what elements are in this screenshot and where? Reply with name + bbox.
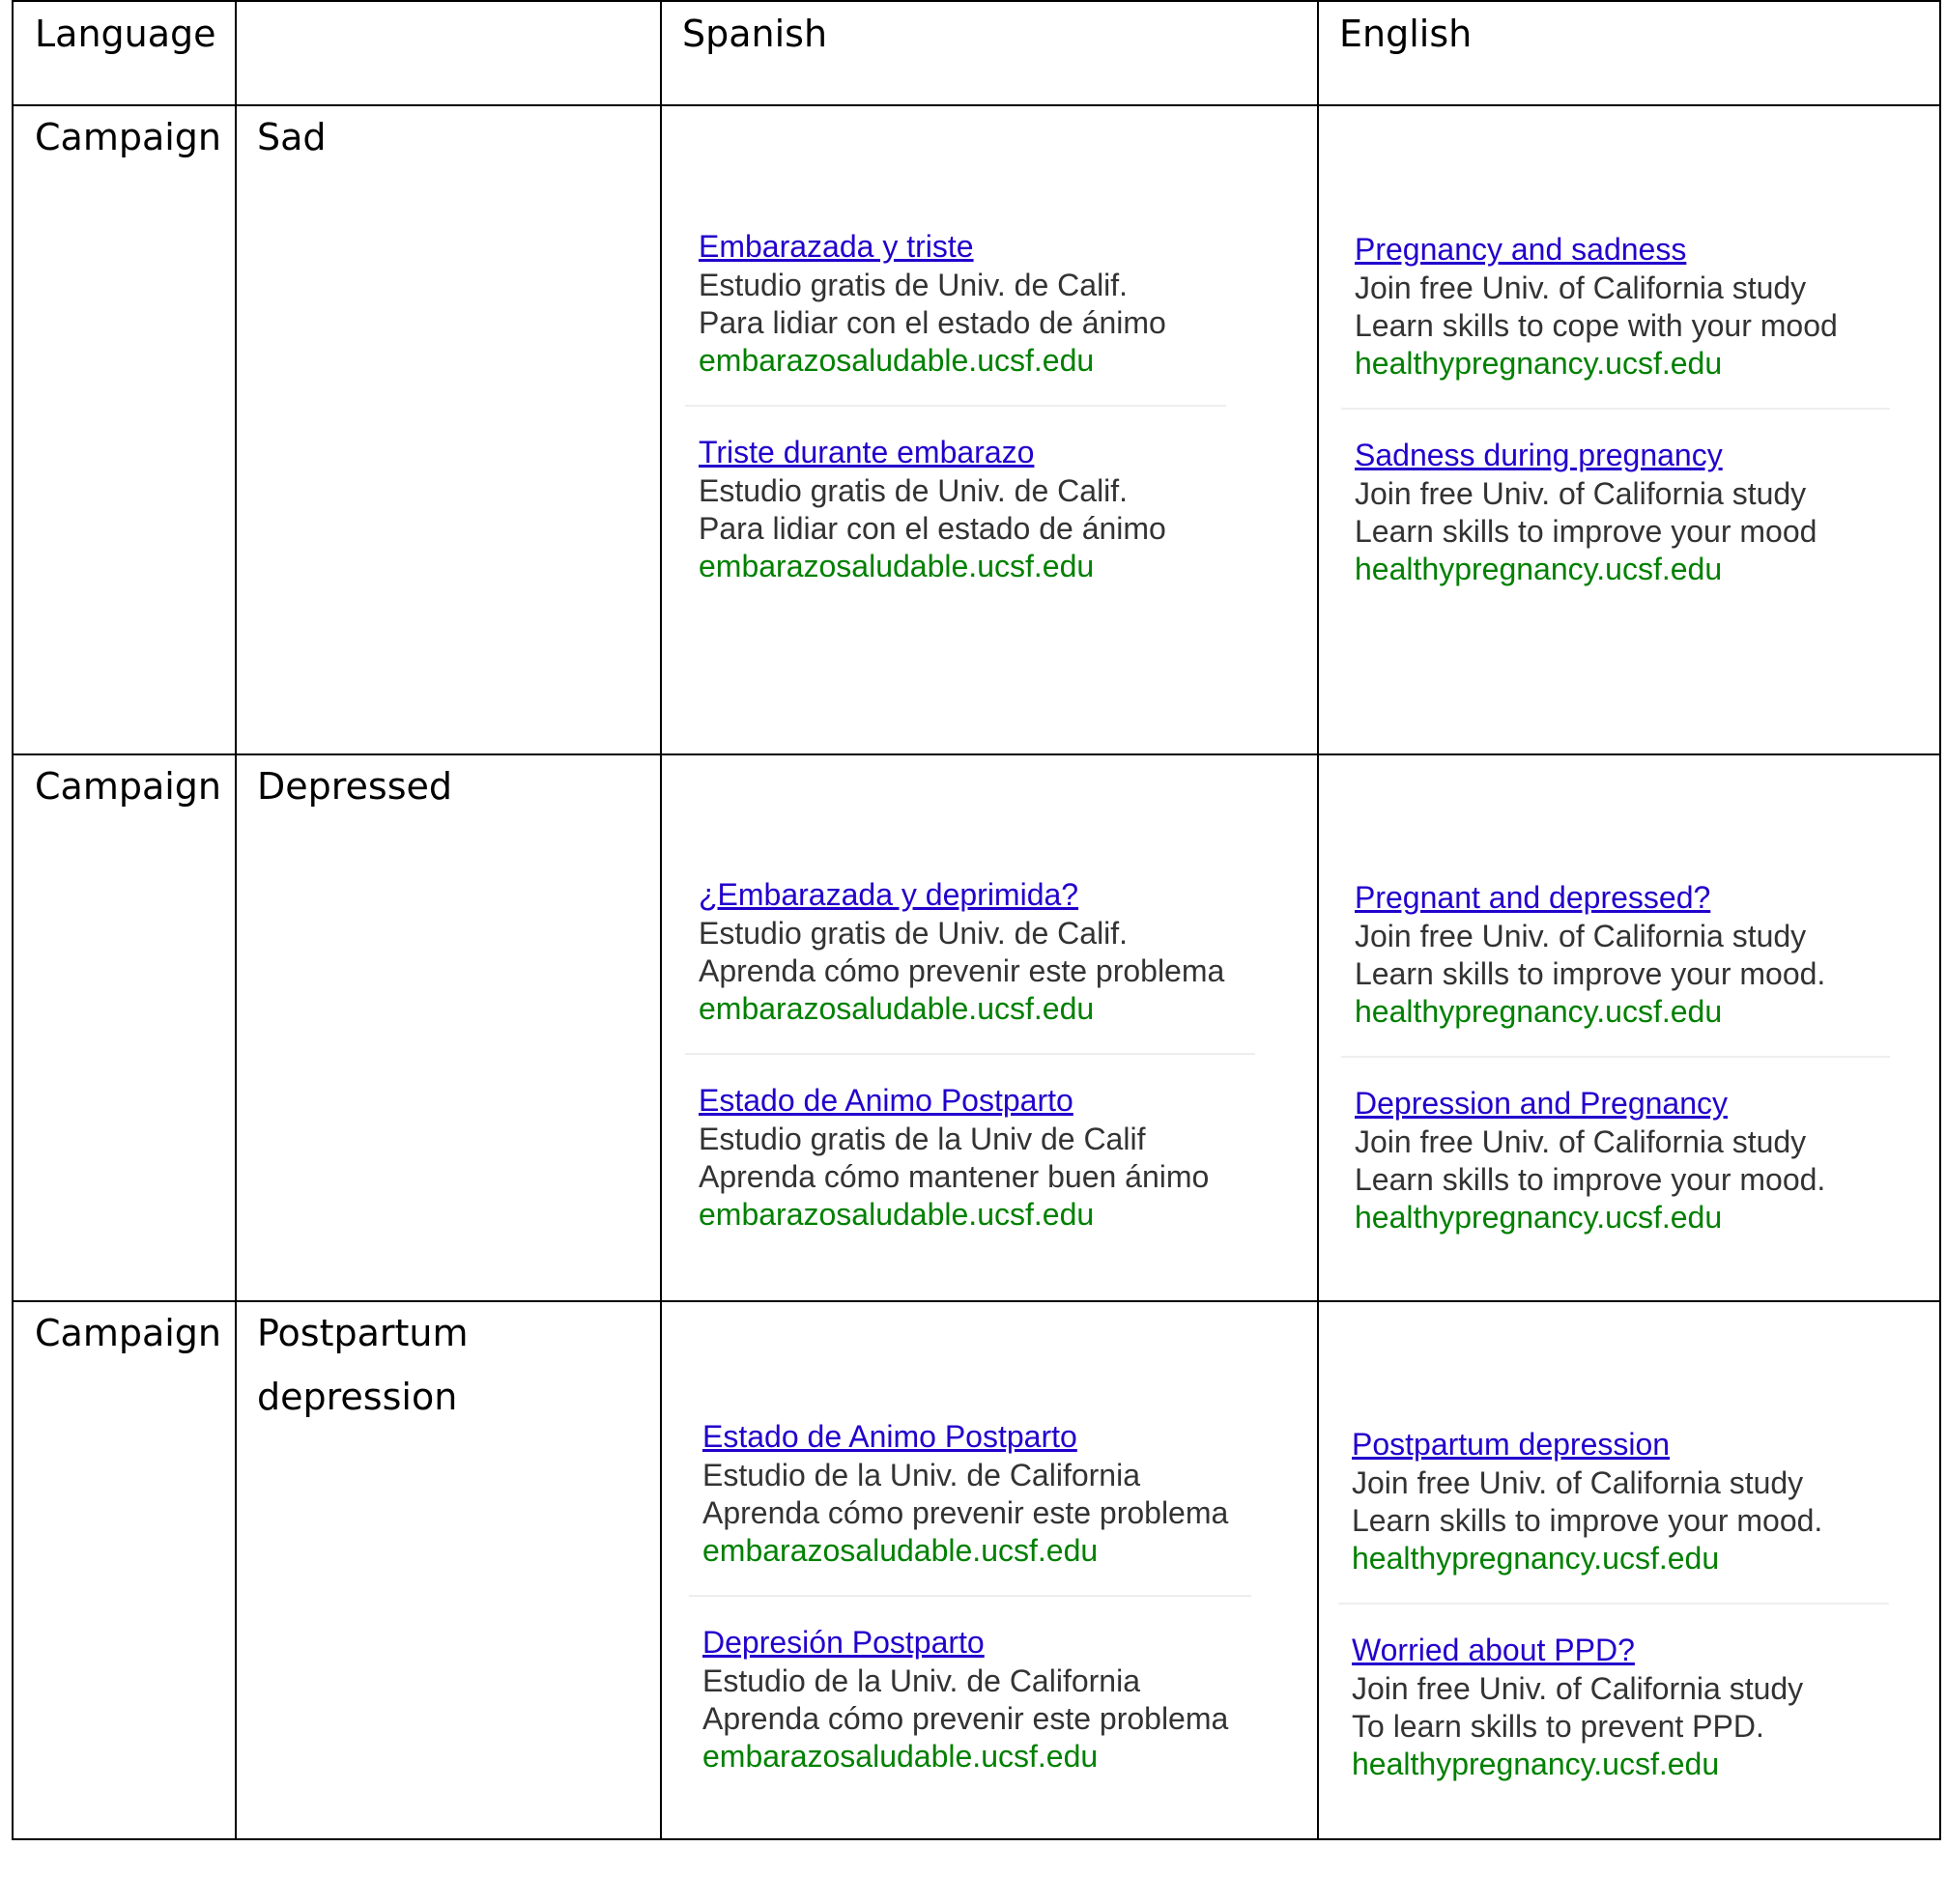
ad-line: Join free Univ. of California study — [1355, 476, 1807, 511]
row-topic: Depressed — [257, 765, 453, 808]
spanish-ads-sad — [685, 226, 1226, 585]
ad-title-link[interactable]: Sadness during pregnancy — [1355, 438, 1723, 472]
campaign-table — [12, 0, 1941, 1840]
row-topic: Postpartum depression — [257, 1312, 469, 1418]
ad-title-link[interactable]: ¿Embarazada y deprimida? — [699, 877, 1079, 912]
english-ads-postpartum — [1338, 1424, 1889, 1783]
ad-line: Learn skills to improve your mood. — [1355, 1162, 1826, 1197]
ad-line: Estudio gratis de la Univ de Calif — [699, 1122, 1146, 1156]
ad-url[interactable]: healthypregnancy.ucsf.edu — [1352, 1747, 1720, 1781]
ad — [685, 432, 1226, 585]
ad-line: Aprenda cómo prevenir este problema — [699, 953, 1225, 988]
ad-line: Aprenda cómo mantener buen ánimo — [699, 1159, 1210, 1194]
ad-line: Join free Univ. of California study — [1352, 1671, 1804, 1706]
ad-title-link[interactable]: Depresión Postparto — [702, 1625, 985, 1660]
ad-line: Estudio de la Univ. de California — [702, 1663, 1140, 1698]
ad-line: Aprenda cómo prevenir este problema — [702, 1495, 1229, 1530]
ad-url[interactable]: embarazosaludable.ucsf.edu — [702, 1533, 1099, 1568]
column-divider — [235, 2, 237, 1838]
ad — [1341, 435, 1890, 588]
ad — [1338, 1630, 1889, 1783]
ad-line: Learn skills to cope with your mood — [1355, 308, 1838, 343]
ad — [685, 874, 1255, 1028]
ad — [689, 1622, 1251, 1776]
ad-title-link[interactable]: Triste durante embarazo — [699, 435, 1035, 469]
ad — [685, 1080, 1255, 1234]
header-language: Language — [35, 13, 216, 55]
ad-separator — [685, 405, 1226, 407]
ad-separator — [1338, 1603, 1889, 1605]
ad-line: Para lidiar con el estado de ánimo — [699, 305, 1166, 340]
ad-url[interactable]: embarazosaludable.ucsf.edu — [699, 549, 1095, 583]
ad-line: Aprenda cómo prevenir este problema — [702, 1701, 1229, 1736]
ad-url[interactable]: embarazosaludable.ucsf.edu — [699, 1197, 1095, 1232]
ad-title-link[interactable]: Pregnancy and sadness — [1355, 232, 1687, 267]
column-divider — [1317, 2, 1319, 1838]
ad-line: Join free Univ. of California study — [1355, 919, 1807, 953]
ad-line: Estudio gratis de Univ. de Calif. — [699, 473, 1129, 508]
ad-line: Estudio de la Univ. de California — [702, 1458, 1140, 1492]
ad-url[interactable]: embarazosaludable.ucsf.edu — [699, 343, 1095, 378]
ad-line: Estudio gratis de Univ. de Calif. — [699, 916, 1129, 951]
ad-separator — [1341, 408, 1890, 410]
ad-line: Learn skills to improve your mood — [1355, 514, 1817, 549]
ad-title-link[interactable]: Postpartum depression — [1352, 1427, 1671, 1462]
spanish-ads-postpartum — [689, 1416, 1251, 1776]
ad-line: Join free Univ. of California study — [1355, 1124, 1807, 1159]
column-divider — [660, 2, 662, 1838]
ad-url[interactable]: embarazosaludable.ucsf.edu — [699, 991, 1095, 1026]
ad — [1341, 1083, 1890, 1236]
row-topic: Sad — [257, 116, 327, 158]
ad-title-link[interactable]: Worried about PPD? — [1352, 1633, 1635, 1667]
ad-url[interactable]: healthypregnancy.ucsf.edu — [1355, 346, 1723, 381]
header-spanish: Spanish — [682, 13, 828, 55]
ad-line: Join free Univ. of California study — [1355, 270, 1807, 305]
english-ads-sad — [1341, 229, 1890, 588]
ad-line: Learn skills to improve your mood. — [1352, 1503, 1823, 1538]
ad-line: Para lidiar con el estado de ánimo — [699, 511, 1166, 546]
row-label: Campaign — [35, 765, 222, 808]
ad-line: Join free Univ. of California study — [1352, 1465, 1804, 1500]
ad — [1341, 877, 1890, 1031]
ad-title-link[interactable]: Pregnant and depressed? — [1355, 880, 1711, 915]
ad-title-link[interactable]: Depression and Pregnancy — [1355, 1086, 1729, 1121]
ad-line: Estudio gratis de Univ. de Calif. — [699, 268, 1129, 302]
ad-url[interactable]: healthypregnancy.ucsf.edu — [1355, 994, 1723, 1029]
ad-title-link[interactable]: Estado de Animo Postparto — [699, 1083, 1073, 1118]
ad-line: To learn skills to prevent PPD. — [1352, 1709, 1764, 1744]
ad — [1338, 1424, 1889, 1577]
ad-url[interactable]: healthypregnancy.ucsf.edu — [1355, 1200, 1723, 1235]
ad-line: Learn skills to improve your mood. — [1355, 956, 1826, 991]
spanish-ads-depressed — [685, 874, 1255, 1234]
ad — [1341, 229, 1890, 383]
row-label: Campaign — [35, 116, 222, 158]
ad-url[interactable]: healthypregnancy.ucsf.edu — [1352, 1541, 1720, 1576]
english-ads-depressed — [1341, 877, 1890, 1236]
ad-separator — [685, 1053, 1255, 1055]
ad — [685, 226, 1226, 380]
ad-separator — [689, 1595, 1251, 1597]
ad-url[interactable]: healthypregnancy.ucsf.edu — [1355, 552, 1723, 586]
ad-title-link[interactable]: Embarazada y triste — [699, 229, 974, 264]
ad-url[interactable]: embarazosaludable.ucsf.edu — [702, 1739, 1099, 1774]
ad-separator — [1341, 1056, 1890, 1058]
ad — [689, 1416, 1251, 1570]
header-english: English — [1339, 13, 1473, 55]
ad-title-link[interactable]: Estado de Animo Postparto — [702, 1419, 1077, 1454]
row-label: Campaign — [35, 1312, 222, 1354]
